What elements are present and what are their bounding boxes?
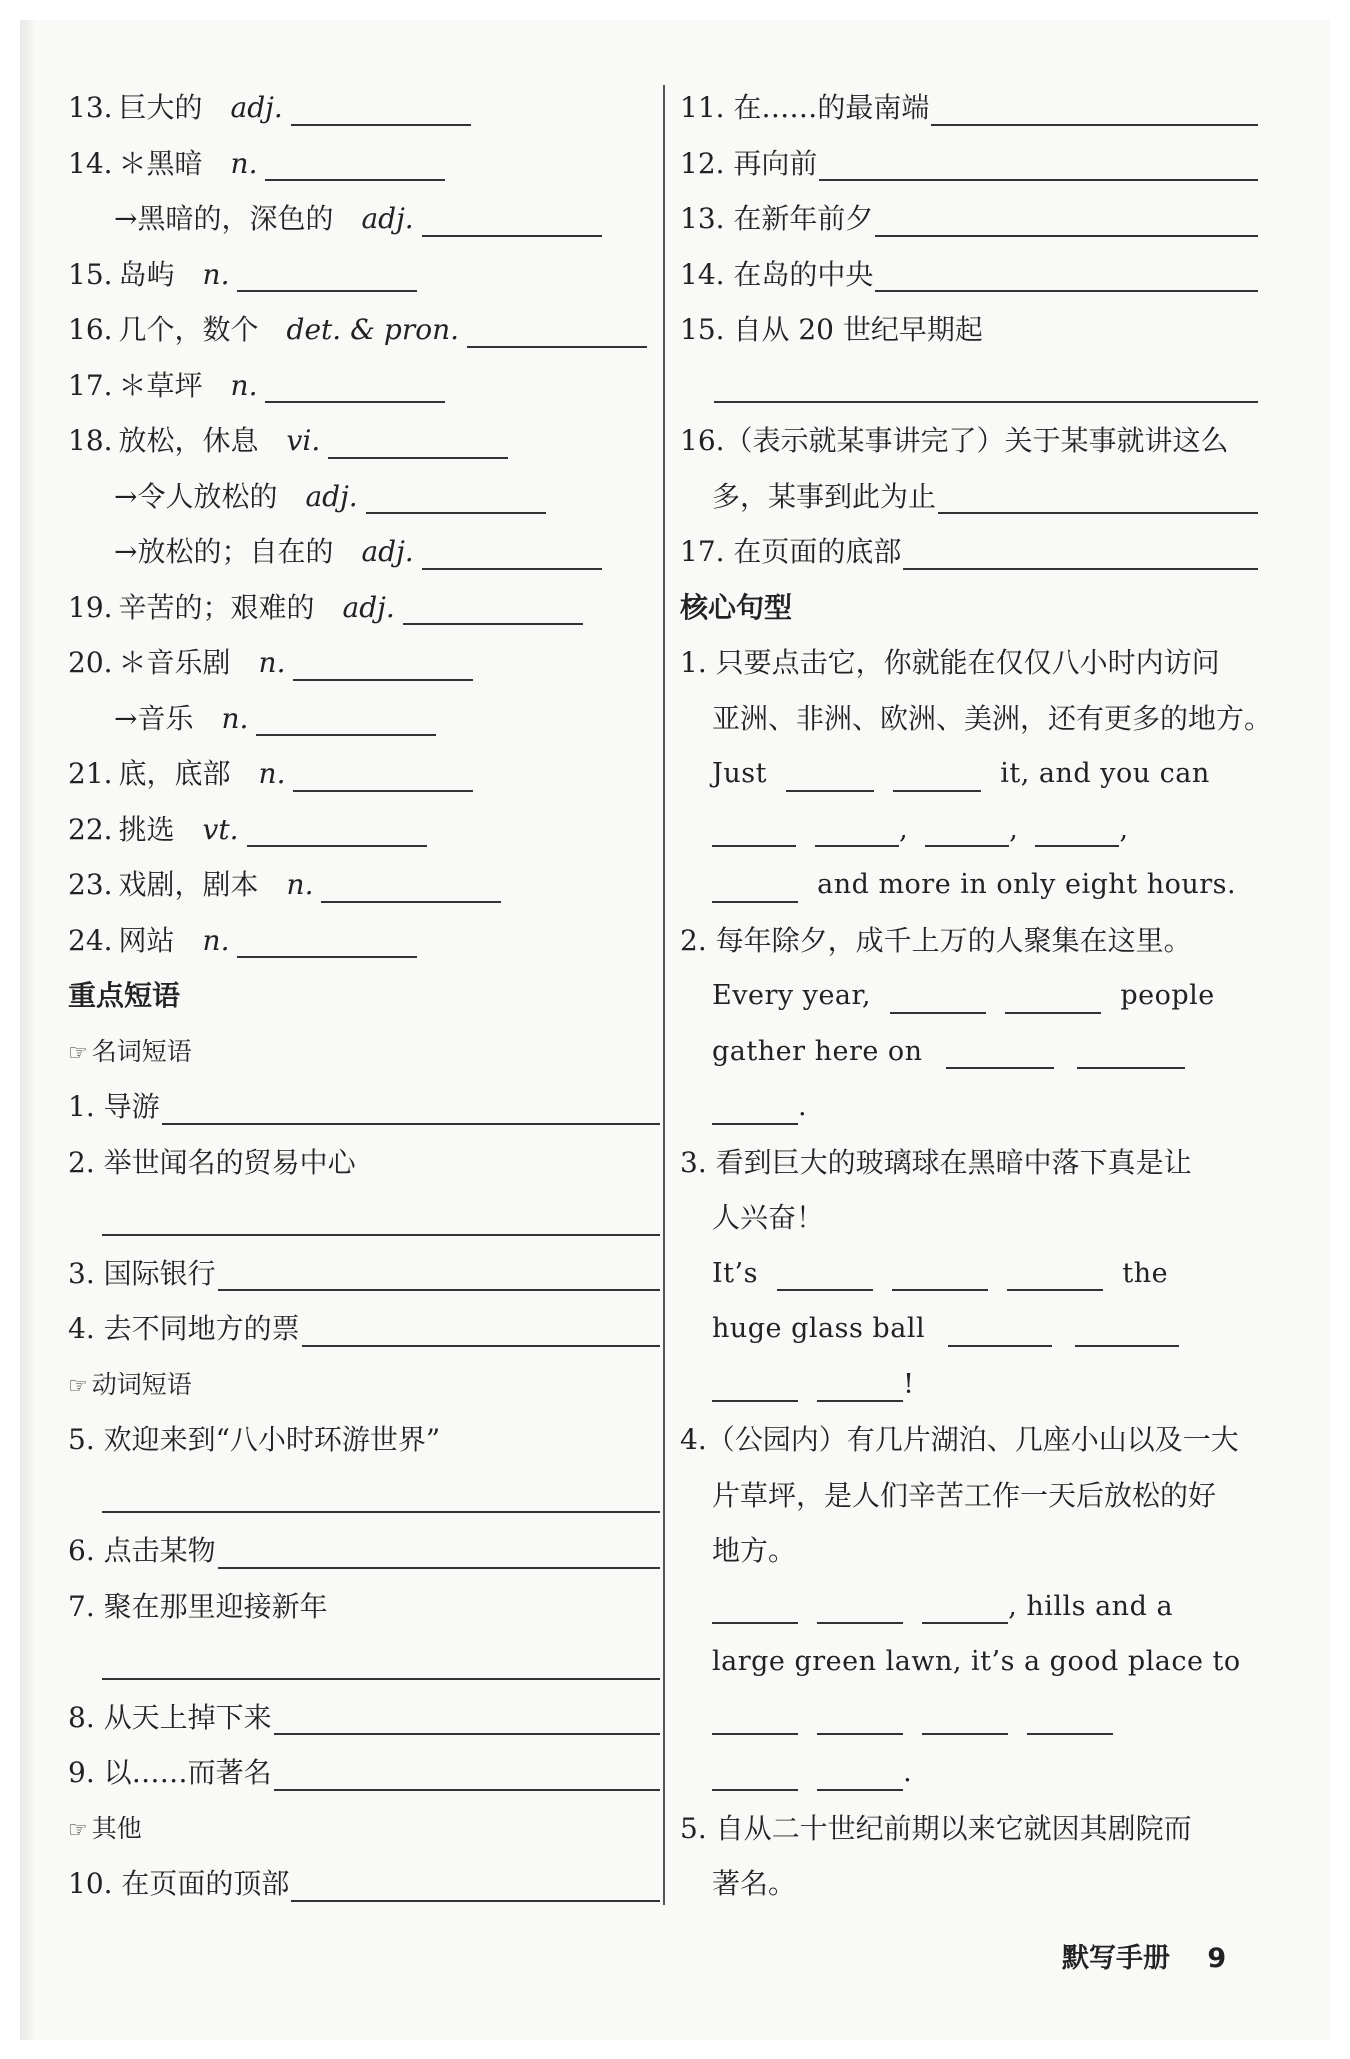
vocab-row [68,302,660,358]
part-of-speech: vi. [286,424,321,457]
answer-blank[interactable] [102,1640,660,1680]
part-of-speech: adj. [230,91,283,124]
answer-blank[interactable] [237,918,417,958]
vocab-row [68,413,660,469]
phrase-row: 6. 点击某物 [68,1523,660,1579]
pointing-hand-icon: ☞ [68,1373,88,1399]
answer-blank[interactable] [1005,976,1101,1014]
phrase-row: 1. 导游 [68,1079,660,1135]
vocab-number: 21. [68,757,113,790]
phrase-row: 12. 再向前 [680,136,1258,192]
column-divider [663,85,665,1905]
phrase-row: 17. 在页面的底部 [680,524,1258,580]
answer-blank[interactable] [712,809,796,847]
sentence-answer-line: and more in only eight hours. [680,857,1258,913]
part-of-speech: n. [202,923,230,957]
vocab-label: 辛苦的；艰难的 [118,590,315,624]
answer-blank[interactable] [817,1586,903,1624]
answer-blank[interactable] [893,754,981,792]
vocab-label: 底，底部 [118,757,231,790]
page-number: 9 [1207,1943,1227,1974]
vocab-label: 放松，休息 [118,424,259,457]
sentence-prompt: 5. 自从二十世纪前期以来它就因其剧院而 [680,1811,1192,1845]
answer-blank[interactable] [1075,1309,1179,1347]
sentence-answer-line: It’s the [680,1246,1258,1302]
phrase-answer-row [68,1190,660,1246]
answer-blank[interactable] [712,1753,798,1791]
answer-blank[interactable] [712,865,798,903]
sentence-prompt: 地方。 [712,1534,797,1567]
phrase-row: 8. 从天上掉下来 [68,1690,660,1746]
phrases-title: 重点短语 [68,979,181,1012]
vocab-row [68,746,660,802]
answer-blank[interactable] [403,585,583,625]
phrase-row: 5. 欢迎来到“八小时环游世界” [68,1423,441,1456]
sentence-answer-line: Just it, and you can [680,746,1258,802]
part-of-speech: n. [258,757,286,790]
answer-blank[interactable] [247,807,427,847]
sentence-answer-line: large green lawn, it’s a good place to [712,1646,1241,1677]
answer-blank[interactable] [467,308,647,348]
answer-blank[interactable] [875,252,1258,292]
vocab-label: 巨大的 [118,91,203,124]
vocab-row [68,691,660,747]
sentences-title: 核心句型 [680,590,793,624]
vocab-number: 23. [68,868,113,901]
answer-blank[interactable] [938,474,1258,514]
sentence-prompt: 著名。 [712,1867,797,1900]
vocab-label: 岛屿 [118,257,175,291]
answer-blank[interactable] [237,252,417,292]
answer-blank[interactable] [321,863,501,903]
sentence-prompt: 1. 只要点击它，你就能在仅仅八小时内访问 [680,646,1220,679]
vocab-number: 19. [68,590,113,624]
vocab-label: →放松的；自在的 [114,535,334,568]
sentence-answer-line: . [680,1079,1258,1135]
phrase-row: 多，某事到此为止 [680,469,1258,525]
phrase-row: 3. 国际银行 [68,1246,660,1302]
answer-blank[interactable] [817,1753,903,1791]
vocab-label: →黑暗的，深色的 [114,202,334,235]
vocab-number: 17. [68,368,113,402]
vocab-row [68,857,660,913]
answer-blank[interactable] [102,1196,660,1236]
answer-blank[interactable] [931,86,1258,126]
answer-blank[interactable] [291,1862,660,1902]
answer-blank[interactable] [293,752,473,792]
answer-blank[interactable] [712,1697,798,1735]
vocab-row [68,191,660,247]
noun-phrases-label: ☞ 名词短语 [68,1036,192,1066]
answer-blank[interactable] [302,1307,660,1347]
answer-blank[interactable] [712,1087,798,1125]
verb-phrases-label: ☞ 动词短语 [68,1369,192,1399]
pointing-hand-icon: ☞ [68,1817,88,1843]
answer-blank[interactable] [291,86,471,126]
vocab-number: 15. [68,257,113,291]
answer-blank[interactable] [922,1586,1008,1624]
sentence-answer-line [680,1690,1258,1746]
answer-blank[interactable] [1027,1697,1113,1735]
vocab-row [68,913,660,969]
vocab-row [68,247,660,303]
phrase-row: 13. 在新年前夕 [680,191,1258,247]
vocab-number: 16. [68,313,113,346]
footer [1062,1936,1226,1975]
vocab-label: ＊音乐剧 [118,646,231,679]
vocab-label: 戏剧，剧本 [118,868,259,901]
answer-blank[interactable] [274,1695,660,1735]
answer-blank[interactable] [948,1309,1052,1347]
vocab-number: 22. [68,812,113,846]
answer-blank[interactable] [422,530,602,570]
page-spine [20,20,34,2040]
phrase-row: 11. 在……的最南端 [680,80,1258,136]
answer-blank[interactable] [815,809,899,847]
sentence-prompt: 人兴奋！ [712,1201,825,1234]
part-of-speech: adj. [342,590,395,624]
vocab-row [68,635,660,691]
part-of-speech: n. [230,146,258,180]
vocab-number: 13. [68,91,113,124]
sentence-answer-line: huge glass ball [680,1301,1258,1357]
vocab-number: 14. [68,146,113,180]
vocab-label: →令人放松的 [114,479,278,513]
part-of-speech: adj. [361,535,414,568]
vocab-row [68,358,660,414]
phrase-row: 7. 聚在那里迎接新年 [68,1589,328,1623]
answer-blank[interactable] [162,1085,660,1125]
vocab-number: 24. [68,923,113,957]
answer-blank[interactable] [714,363,1258,403]
part-of-speech: n. [230,368,258,402]
answer-blank[interactable] [218,1251,660,1291]
phrase-row: 9. 以……而著名 [68,1745,660,1801]
sentence-answer-line: ! [680,1357,1258,1413]
pointing-hand-icon: ☞ [68,1040,88,1066]
vocab-label: →音乐 [114,701,194,735]
left-column [68,80,660,1912]
vocab-number: 20. [68,646,113,679]
answer-blank[interactable] [817,1364,903,1402]
sentence-prompt: 4.（公园内）有几片湖泊、几座小山以及一大 [680,1423,1239,1456]
sentence-answer-line: , , , [680,802,1258,858]
right-column [680,80,1273,1912]
sentence-answer-line: gather here on [680,1024,1258,1080]
vocab-row [68,80,660,136]
vocab-label: ＊黑暗 [118,146,203,180]
part-of-speech: adj. [305,479,358,513]
part-of-speech: n. [286,868,314,901]
answer-blank[interactable] [102,1473,660,1513]
answer-blank[interactable] [256,696,436,736]
answer-blank[interactable] [265,363,445,403]
vocab-row [68,469,660,525]
phrase-row: 14. 在岛的中央 [680,247,1258,303]
answer-blank[interactable] [922,1697,1008,1735]
answer-blank[interactable] [819,141,1258,181]
part-of-speech: det. & pron. [286,313,460,346]
answer-blank[interactable] [903,530,1258,570]
answer-blank[interactable] [890,976,986,1014]
vocab-row [68,802,660,858]
answer-blank[interactable] [786,754,874,792]
answer-blank[interactable] [293,641,473,681]
answer-blank[interactable] [712,1364,798,1402]
part-of-speech: vt. [202,812,239,846]
sentence-answer-line: . [680,1745,1258,1801]
answer-blank[interactable] [946,1031,1054,1069]
answer-blank[interactable] [712,1586,798,1624]
vocab-label: 挑选 [118,812,175,846]
part-of-speech: n. [258,646,286,679]
phrase-row: 15. 自从 20 世纪早期起 [680,313,983,346]
phrase-answer-row [68,1468,660,1524]
vocab-label: 网站 [118,923,175,957]
vocab-number: 18. [68,424,113,457]
answer-blank[interactable] [265,141,445,181]
answer-blank[interactable] [1035,809,1119,847]
vocab-row [68,136,660,192]
vocab-list [68,80,660,968]
other-label: ☞ 其他 [68,1813,142,1843]
answer-blank[interactable] [925,809,1009,847]
answer-blank[interactable] [875,197,1258,237]
answer-blank[interactable] [366,474,546,514]
vocab-row [68,524,660,580]
answer-blank[interactable] [777,1253,873,1291]
answer-blank[interactable] [274,1751,660,1791]
sentence-prompt: 2. 每年除夕，成千上万的人聚集在这里。 [680,923,1192,957]
answer-blank[interactable] [422,197,602,237]
sentence-prompt: 片草坪，是人们辛苦工作一天后放松的好 [712,1478,1217,1512]
vocab-label: ＊草坪 [118,368,203,402]
answer-blank[interactable] [1077,1031,1185,1069]
sentence-prompt: 亚洲、非洲、欧洲、美洲，还有更多的地方。 [712,701,1273,735]
footer-title: 默写手册 [1062,1943,1170,1974]
phrase-row: 16.（表示就某事讲完了）关于某事就讲这么 [680,424,1229,457]
phrase-answer-row [680,358,1258,414]
answer-blank[interactable] [218,1529,660,1569]
answer-blank[interactable] [817,1697,903,1735]
sentence-prompt: 3. 看到巨大的玻璃球在黑暗中落下真是让 [680,1145,1192,1179]
answer-blank[interactable] [1007,1253,1103,1291]
vocab-row [68,580,660,636]
answer-blank[interactable] [892,1253,988,1291]
sentence-answer-line: , hills and a [680,1579,1258,1635]
answer-blank[interactable] [328,419,508,459]
part-of-speech: adj. [361,202,414,235]
phrase-answer-row [68,1634,660,1690]
phrase-row: 4. 去不同地方的票 [68,1301,660,1357]
part-of-speech: n. [202,257,230,291]
phrase-row: 10. 在页面的顶部 [68,1856,660,1912]
part-of-speech: n. [221,701,249,735]
phrase-row: 2. 举世闻名的贸易中心 [68,1145,356,1179]
sentence-answer-line: Every year, people [680,968,1258,1024]
vocab-label: 几个，数个 [118,313,259,346]
